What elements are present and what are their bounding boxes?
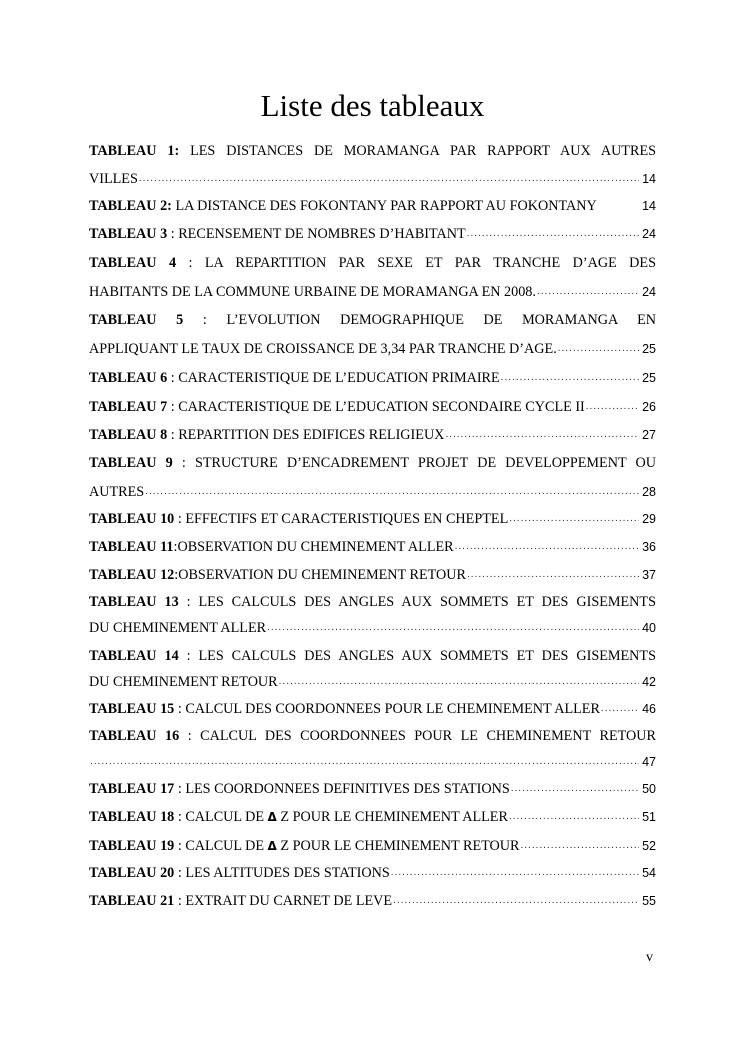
page-title: Liste des tableaux	[260, 88, 485, 123]
page-ref: 14	[642, 199, 656, 213]
toc-entry-20[interactable]	[89, 862, 656, 884]
leader-dots	[138, 168, 639, 190]
page-ref: 46	[642, 702, 656, 716]
page-ref: 29	[642, 512, 656, 526]
entry-label: TABLEAU 14	[89, 648, 179, 664]
toc-entry-7[interactable]	[89, 396, 656, 418]
toc-entry-13-line-1[interactable]	[89, 591, 656, 613]
toc-entry-17[interactable]	[89, 778, 656, 800]
toc-entry-19[interactable]	[89, 835, 656, 857]
entry-text: : LA REPARTITION PAR SEXE ET PAR TRANCHE D’AGE DES	[176, 255, 656, 271]
toc-entry-8[interactable]	[89, 424, 656, 446]
page-ref: 55	[642, 894, 656, 908]
entry-text: DU CHEMINEMENT ALLER	[89, 620, 267, 636]
entry-text: : CALCUL DE	[174, 809, 268, 825]
entry-label: TABLEAU 19	[89, 838, 175, 854]
page-ref: 51	[642, 810, 656, 824]
entry-text: VILLES	[89, 171, 138, 187]
page-ref: 50	[642, 782, 656, 796]
page-ref: 37	[642, 568, 656, 582]
entry-label: TABLEAU 12	[89, 567, 175, 583]
toc-entry-18[interactable]	[89, 806, 656, 828]
page-ref: 24	[642, 285, 656, 299]
toc-entry-11[interactable]	[89, 536, 656, 558]
entry-text: HABITANTS DE LA COMMUNE URBAINE DE MORAMANGA EN 2008.	[89, 284, 536, 300]
entry-text: Z POUR LE CHEMINEMENT ALLER	[276, 809, 508, 825]
leader-dots	[444, 424, 639, 446]
entry-text: DU CHEMINEMENT RETOUR	[89, 674, 278, 690]
entry-text: LES DISTANCES DE MORAMANGA PAR RAPPORT AUX AUTRES	[179, 143, 656, 159]
toc-entry-1-line-1[interactable]	[89, 140, 656, 162]
toc-entry-4-line-2[interactable]	[89, 281, 656, 303]
entry-label: TABLEAU 4	[89, 255, 177, 271]
page-ref: 24	[642, 227, 656, 241]
toc-entry-10[interactable]	[89, 508, 656, 530]
entry-text: : CARACTERISTIQUE DE L’EDUCATION PRIMAIRE	[167, 370, 500, 386]
toc-entry-12[interactable]	[89, 564, 656, 586]
leader-dots	[390, 862, 639, 884]
leader-dots	[392, 890, 639, 912]
entry-label: TABLEAU 17	[89, 781, 175, 797]
page-ref: 40	[642, 621, 656, 635]
leader-dots	[466, 223, 639, 245]
page-ref: 14	[642, 172, 656, 186]
entry-text: : L’EVOLUTION DEMOGRAPHIQUE DE MORAMANGA EN	[183, 312, 656, 328]
leader-dots	[466, 564, 639, 586]
entry-text: : REPARTITION DES EDIFICES RELIGIEUX	[167, 427, 445, 443]
toc-entry-14-line-2[interactable]	[89, 671, 656, 693]
page-ref: 27	[642, 428, 656, 442]
entry-text: : LES ALTITUDES DES STATIONS	[174, 865, 390, 881]
toc-entry-9-line-1[interactable]	[89, 452, 656, 474]
toc-entry-16-line-2[interactable]	[89, 751, 656, 773]
entry-label: TABLEAU 6	[89, 370, 168, 386]
toc-entry-16-line-1[interactable]	[89, 725, 656, 747]
leader-dots	[557, 338, 639, 360]
entry-label: TABLEAU 2:	[89, 198, 172, 214]
leader-dots	[508, 508, 639, 530]
toc-entry-5-line-2[interactable]	[89, 338, 656, 360]
page-ref: 47	[642, 755, 656, 769]
entry-text: : LES COORDONNEES DEFINITIVES DES STATIONS	[174, 781, 510, 797]
delta-symbol: Δ	[267, 839, 277, 853]
entry-text: : LES CALCULS DES ANGLES AUX SOMMETS ET DES GISEMENTS	[178, 594, 656, 610]
leader-dots	[278, 671, 639, 693]
entry-label: TABLEAU 9	[89, 455, 173, 471]
entry-text: : EFFECTIFS ET CARACTERISTIQUES EN CHEPTEL	[174, 511, 509, 527]
entry-text: LA DISTANCE DES FOKONTANY PAR RAPPORT AU FOKONTANY	[171, 198, 597, 214]
toc-entry-2[interactable]	[89, 195, 656, 217]
entry-text: : STRUCTURE D’ENCADREMENT PROJET DE DEVELOPPEMENT OU	[172, 455, 656, 471]
toc-entry-14-line-1[interactable]	[89, 645, 656, 667]
page-ref: 54	[642, 866, 656, 880]
leader-dots	[510, 778, 639, 800]
entry-text: Z POUR LE CHEMINEMENT RETOUR	[276, 838, 520, 854]
entry-text: : CALCUL DES COORDONNEES POUR LE CHEMINEMENT ALLER	[174, 701, 600, 717]
delta-symbol: Δ	[267, 810, 277, 824]
entry-text: : LES CALCULS DES ANGLES AUX SOMMETS ET DES GISEMENTS	[178, 648, 656, 664]
entry-label: TABLEAU 10	[89, 511, 175, 527]
entry-label: TABLEAU 16	[89, 728, 180, 744]
entry-label: TABLEAU 15	[89, 701, 175, 717]
leader-dots	[600, 698, 639, 720]
leader-dots	[89, 751, 639, 773]
page-number: v	[646, 950, 653, 965]
leader-dots	[266, 617, 639, 639]
entry-text: :OBSERVATION DU CHEMINEMENT ALLER	[173, 539, 454, 555]
toc-entry-15[interactable]	[89, 698, 656, 720]
page-ref: 26	[642, 400, 656, 414]
entry-text: : EXTRAIT DU CARNET DE LEVE	[174, 893, 393, 909]
entry-text: : RECENSEMENT DE NOMBRES D’HABITANT	[167, 226, 466, 242]
entry-text: : CARACTERISTIQUE DE L’EDUCATION SECONDAIRE CYCLE II	[167, 399, 585, 415]
toc-entry-9-line-2[interactable]	[89, 481, 656, 503]
entry-text: :OBSERVATION DU CHEMINEMENT RETOUR	[174, 567, 466, 583]
entry-label: TABLEAU 7	[89, 399, 168, 415]
entry-label: TABLEAU 1:	[89, 143, 180, 159]
toc-entry-6[interactable]	[89, 367, 656, 389]
toc-entry-21[interactable]	[89, 890, 656, 912]
leader-dots	[508, 806, 639, 828]
page-ref: 36	[642, 540, 656, 554]
entry-label: TABLEAU 8	[89, 427, 168, 443]
toc-entry-3[interactable]	[89, 223, 656, 245]
leader-dots	[454, 536, 639, 558]
leader-dots	[144, 481, 639, 503]
leader-dots	[585, 396, 639, 418]
entry-label: TABLEAU 5	[89, 312, 184, 328]
entry-label: TABLEAU 13	[89, 594, 179, 610]
entry-text: : CALCUL DES COORDONNEES POUR LE CHEMINEMENT RETOUR	[179, 728, 656, 744]
entry-text: : CALCUL DE	[174, 838, 268, 854]
entry-text: AUTRES	[89, 484, 145, 500]
page-ref: 52	[642, 839, 656, 853]
entry-label: TABLEAU 11	[89, 539, 174, 555]
page-ref: 25	[642, 342, 656, 356]
entry-label: TABLEAU 18	[89, 809, 175, 825]
entry-label: TABLEAU 3	[89, 226, 168, 242]
toc-entry-1-line-2[interactable]	[89, 168, 656, 190]
toc-entry-13-line-2[interactable]	[89, 617, 656, 639]
page-ref: 25	[642, 371, 656, 385]
page-ref: 28	[642, 485, 656, 499]
leader-dots	[536, 281, 639, 303]
entry-text: APPLIQUANT LE TAUX DE CROISSANCE DE 3,34 PAR TRANCHE D’AGE.	[89, 341, 557, 357]
toc-entry-5-line-1[interactable]	[89, 309, 656, 331]
leader-dots	[500, 367, 639, 389]
toc-entry-4-line-1[interactable]	[89, 252, 656, 274]
page-ref: 42	[642, 675, 656, 689]
leader-dots	[519, 835, 639, 857]
entry-label: TABLEAU 21	[89, 893, 175, 909]
entry-label: TABLEAU 20	[89, 865, 175, 881]
